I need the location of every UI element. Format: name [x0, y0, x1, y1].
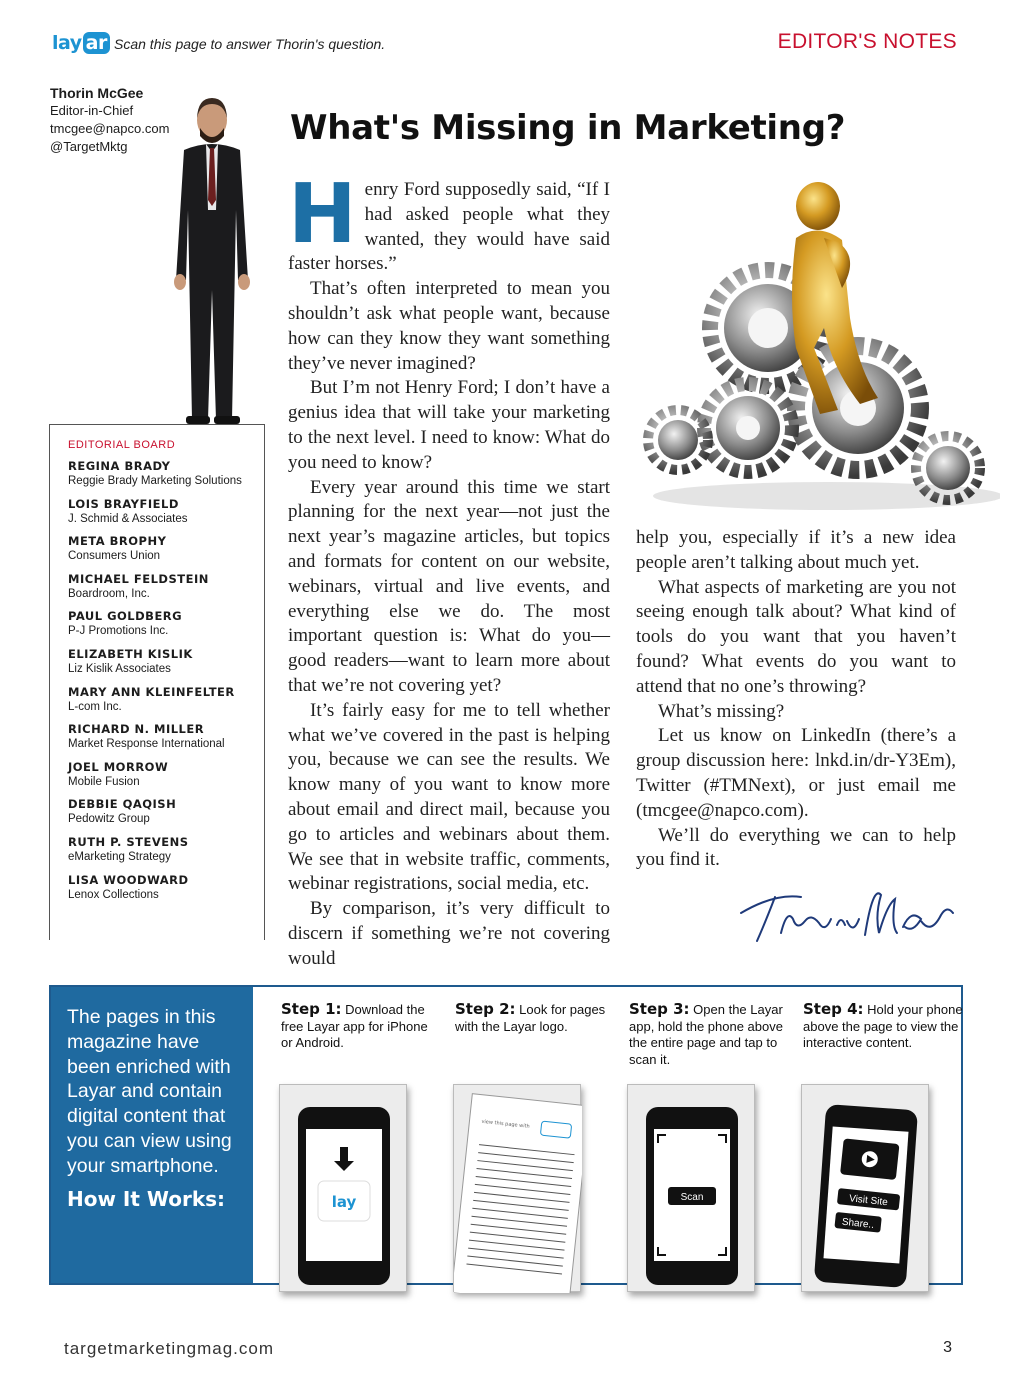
page-header [52, 30, 957, 60]
step-3: Step 3: Open the Layar app, hold the phone above the entire page and tap to scan it. [629, 1000, 783, 1067]
member-org: Reggie Brady Marketing Solutions [68, 475, 242, 487]
board-member [68, 722, 263, 760]
article-paragraph: Let us know on LinkedIn (there’s a group discussion here: lnkd.in/dr-Y3Em), Twitter (#TMNext), or just email me (tmcgee@napco.com). [636, 725, 956, 821]
how-it-works-intro: The pages in this magazine have been enriched with Layar and contain digital content that you can view using your smartphone. [67, 1006, 232, 1177]
member-org: Pedowitz Group [68, 813, 150, 826]
editor-email[interactable]: tmcgee@napco.com [50, 121, 170, 136]
thinker-gears-illustration [628, 178, 1000, 518]
board-member [68, 497, 263, 535]
member-org: Market Response International [68, 738, 225, 751]
member-org: Liz Kislik Associates [68, 662, 171, 675]
step-2: Step 2: Look for pages with the Layar logo. [455, 1000, 606, 1034]
step-2-illustration [453, 1084, 581, 1292]
member-org: L-com Inc. [68, 700, 122, 713]
step-4-illustration [801, 1084, 929, 1292]
layar-app-logo: lay [331, 1193, 357, 1211]
member-name: RICHARD N. MILLER [68, 722, 205, 737]
member-org: Lenox Collections [68, 888, 159, 901]
article-paragraph: Henry Ford supposedly said, “If I had asked people what they wanted, they would have said faster horses.” [288, 167, 610, 275]
page-number: 3 [943, 1339, 952, 1356]
board-member [68, 685, 263, 723]
section-title: EDITOR'S NOTES [777, 30, 957, 53]
layar-logo: lay ar [52, 32, 110, 54]
editorial-board [49, 424, 265, 940]
board-list [68, 459, 263, 910]
article-paragraph: We’ll do everything we can to help you find it. [636, 824, 956, 871]
member-org: Consumers Union [68, 550, 161, 563]
member-name: DEBBIE QAQISH [68, 797, 177, 812]
member-name: ELIZABETH KISLIK [68, 646, 193, 661]
board-member [68, 873, 263, 911]
editor-photo [140, 90, 280, 430]
editor-twitter[interactable]: @TargetMktg [50, 139, 128, 154]
member-name: MARY ANN KLEINFELTER [68, 684, 235, 699]
board-member [68, 459, 263, 497]
step-3-illustration [627, 1084, 755, 1292]
article-paragraph: By comparison, it’s very difficult to discern if something we’re not covering would [288, 898, 610, 969]
editor-name: Thorin McGee [50, 85, 144, 101]
share-label: Share.. [841, 1216, 875, 1231]
member-name: RUTH P. STEVENS [68, 834, 189, 849]
board-member [68, 647, 263, 685]
member-name: LISA WOODWARD [68, 872, 189, 887]
board-member [68, 760, 263, 798]
step-1-illustration [279, 1084, 407, 1292]
member-org: J. Schmid & Associates [68, 512, 188, 525]
step-1: Step 1: Download the free Layar app for iPhone or Android. [281, 1000, 428, 1050]
article-column-1 [288, 167, 610, 972]
member-name: LOIS BRAYFIELD [68, 496, 179, 511]
article-headline: What's Missing in Marketing? [290, 108, 846, 148]
board-member [68, 835, 263, 873]
member-name: PAUL GOLDBERG [68, 609, 183, 624]
drop-cap: H [288, 167, 357, 262]
member-org: P-J Promotions Inc. [68, 625, 169, 638]
member-name: META BROPHY [68, 534, 167, 549]
board-member [68, 797, 263, 835]
article-paragraph: help you, especially if it’s a new idea people aren’t talking about much yet. [636, 527, 956, 573]
view-page-text: view this page with [481, 1118, 531, 1130]
footer-url[interactable]: targetmarketingmag.com [64, 1339, 275, 1358]
editor-signature [735, 875, 955, 945]
article-paragraph: It’s fairly easy for me to tell whether what we’ve covered in the past is helping you, because we can see the results. We know many of you want to know more about email and direct mail, because you go to articles and webinars about them. We see that in website traffic, comments, webinar registrations, social media, etc. [288, 699, 610, 895]
article-paragraph: What aspects of marketing are you not seeing enough talk about? What kind of tools do you want that you haven’t found? What events do you want to attend that no one’s throwing? [636, 576, 956, 697]
member-org: eMarketing Strategy [68, 850, 171, 863]
board-member [68, 572, 263, 610]
article-paragraph: That’s often interpreted to mean you shouldn’t ask what people want, because how can they know they want something they’ve never imagined? [288, 278, 610, 374]
board-title: EDITORIAL BOARD [68, 439, 176, 451]
member-name: REGINA BRADY [68, 459, 171, 473]
board-member [68, 534, 263, 572]
how-it-works-intro-panel [51, 987, 253, 1283]
member-name: MICHAEL FELDSTEIN [68, 571, 209, 586]
how-it-works-title: How It Works: [67, 1187, 226, 1211]
article-paragraph: What’s missing? [658, 700, 785, 722]
member-org: Boardroom, Inc. [68, 587, 150, 600]
how-it-works-box [49, 985, 963, 1285]
editor-title: Editor-in-Chief [50, 103, 134, 118]
article-paragraph: Every year around this time we start planning for the next year—not just the next year’s magazine articles, but topics and formats for content on our website, webinars, virtual and live events, and everything else we do. The most important question is: What do you—good readers—want to learn more about that we’re not covering yet? [288, 476, 610, 696]
member-org: Mobile Fusion [68, 775, 140, 788]
visit-site-label: Visit Site [848, 1193, 889, 1209]
board-member [68, 609, 263, 647]
article-column-2 [636, 526, 956, 873]
step-4: Step 4: Hold your phone above the page to view the interactive content. [803, 1000, 963, 1050]
article-paragraph: But I’m not Henry Ford; I don’t have a genius idea that will take your marketing to the next level. I need to know: What do you need to know? [288, 377, 610, 473]
scan-prompt: Scan this page to answer Thorin's question. [114, 36, 386, 52]
scan-button-label: Scan [680, 1192, 704, 1203]
member-name: JOEL MORROW [68, 759, 169, 774]
